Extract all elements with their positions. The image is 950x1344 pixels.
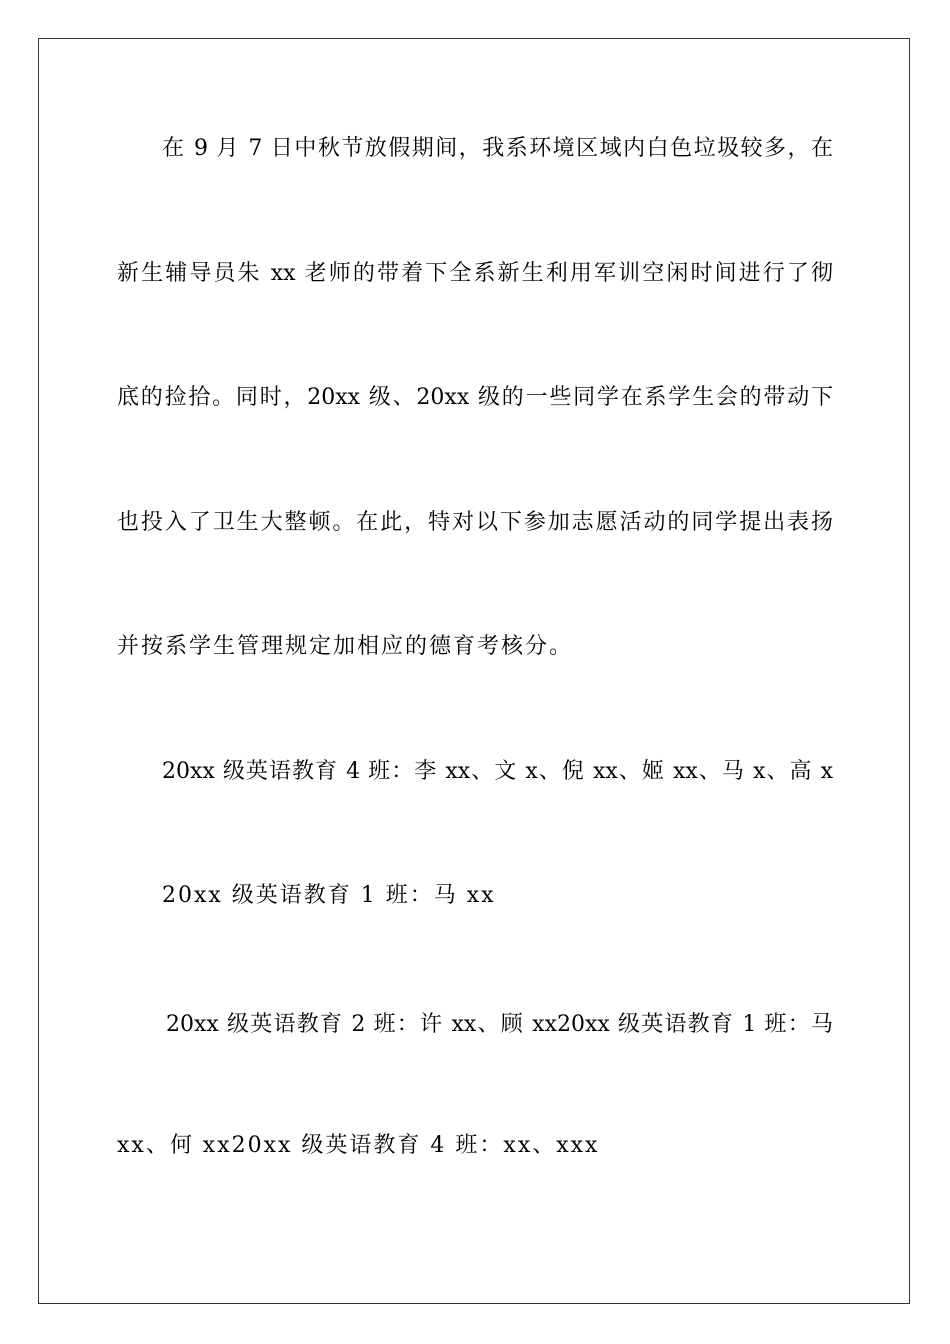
paragraph-line-3: 底的捡拾。同时，20xx 级、20xx 级的一些同学在系学生会的带动下 <box>117 385 833 410</box>
award-list-line-1: 20xx 级英语教育 4 班：李 xx、文 x、倪 xx、姬 xx、马 x、高 x <box>162 759 833 784</box>
page-border <box>38 38 910 1304</box>
paragraph-line-1: 在 9 月 7 日中秋节放假期间，我系环境区域内白色垃圾较多，在 <box>162 136 833 161</box>
award-list-line-2: 20xx 级英语教育 1 班：马 xx <box>162 883 496 908</box>
paragraph-line-5: 并按系学生管理规定加相应的德育考核分。 <box>117 634 574 659</box>
award-list-line-4: xx、何 xx20xx 级英语教育 4 班：xx、xxx <box>117 1133 600 1158</box>
paragraph-line-4: 也投入了卫生大整顿。在此，特对以下参加志愿活动的同学提出表扬 <box>117 510 833 535</box>
award-list-line-3: 20xx 级英语教育 2 班：许 xx、顾 xx20xx 级英语教育 1 班：马 <box>166 1012 833 1037</box>
paragraph-line-2: 新生辅导员朱 xx 老师的带着下全系新生利用军训空闲时间进行了彻 <box>117 261 833 286</box>
